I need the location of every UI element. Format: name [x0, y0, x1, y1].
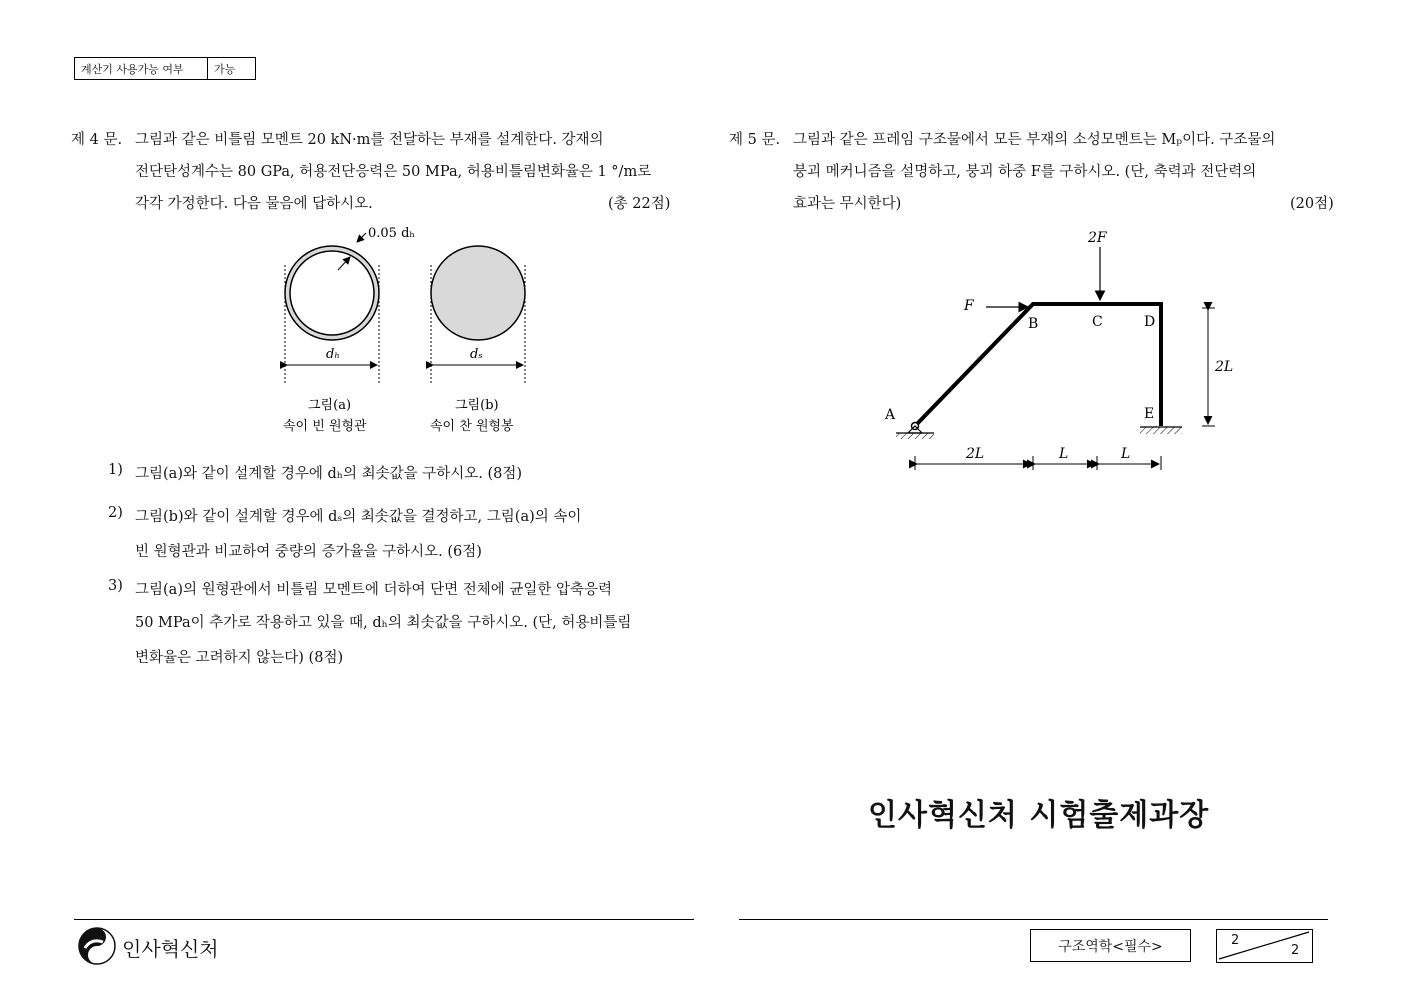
thickness-label: 0.05 dₕ — [368, 226, 416, 241]
footer-logo-text: 인사혁신처 — [122, 937, 219, 961]
q5-text-line3: 효과는 무시한다) — [793, 196, 902, 212]
span-bc-label: L — [1059, 446, 1069, 462]
q5-text-line2: 붕괴 메커니즘을 설명하고, 붕괴 하중 F를 구하시오. (단, 축력과 전단력의 — [793, 164, 1257, 180]
government-emblem-icon — [77, 926, 117, 966]
q4-item2-line1: 그림(b)와 같이 설계할 경우에 dₛ의 최솟값을 결정하고, 그림(a)의 속이 — [135, 509, 582, 525]
load-2f-label: 2F — [1088, 230, 1107, 246]
fixed-support-e — [1140, 427, 1182, 434]
q5-frame-figure — [870, 222, 1250, 477]
page-current: 2 — [1231, 933, 1240, 948]
footer-divider-left — [74, 919, 694, 920]
q4-item1-line1: 그림(a)와 같이 설계할 경우에 dₕ의 최솟값을 구하시오. (8점) — [135, 466, 523, 482]
q4-points: (총 22점) — [608, 196, 671, 212]
footer-divider-right — [739, 919, 1328, 920]
q4-item2-line2: 빈 원형관과 비교하여 중량의 증가율을 구하시오. (6점) — [135, 544, 482, 560]
caption-b-title: 그림(b) — [455, 398, 499, 413]
q5-points: (20점) — [1290, 196, 1334, 212]
q5-text-line1: 그림과 같은 프레임 구조물에서 모든 부재의 소성모멘트는 Mₚ이다. 구조물의 — [793, 132, 1276, 148]
height-dimension-label: 2L — [1215, 359, 1234, 375]
page-total: 2 — [1291, 943, 1300, 958]
span-ab-label: 2L — [966, 446, 985, 462]
q4-text-line1: 그림과 같은 비틀림 모멘트 20 kN·m를 전달하는 부재를 설계한다. 강재의 — [135, 132, 604, 148]
q4-item3-number: 3) — [108, 578, 123, 594]
q4-item3-line3: 변화율은 고려하지 않는다) (8점) — [135, 650, 344, 666]
subject-box — [1030, 929, 1191, 962]
node-e-label: E — [1144, 406, 1155, 422]
caption-b-desc: 속이 찬 원형봉 — [430, 419, 514, 434]
ds-label: dₛ — [470, 347, 483, 362]
caption-a-title: 그림(a) — [308, 398, 352, 413]
q4-cross-section-figure — [270, 215, 550, 440]
calculator-usage-value: 가능 — [214, 62, 236, 76]
node-b-label: B — [1028, 316, 1039, 332]
hollow-tube-section — [285, 246, 379, 340]
node-d-label: D — [1144, 314, 1156, 330]
solid-rod-section — [431, 246, 525, 340]
calculator-usage-box — [74, 57, 256, 80]
page-number-box — [1216, 929, 1313, 963]
subject-label: 구조역학<필수> — [1058, 938, 1163, 955]
node-c-label: C — [1092, 314, 1103, 330]
q5-number: 제 5 문. — [729, 132, 781, 148]
q4-item1-number: 1) — [108, 462, 123, 478]
q4-item2-number: 2) — [108, 505, 123, 521]
calculator-usage-label: 계산기 사용가능 여부 — [75, 58, 208, 79]
q4-text-line3: 각각 가정한다. 다음 물음에 답하시오. — [135, 196, 373, 212]
load-f-label: F — [964, 298, 974, 314]
exam-officer-stamp: 인사혁신처 시험출제과장 — [868, 798, 1210, 833]
q4-text-line2: 전단탄성계수는 80 GPa, 허용전단응력은 50 MPa, 허용비틀림변화율은 1 °/m로 — [135, 164, 652, 180]
dh-label: dₕ — [326, 347, 340, 362]
caption-a-desc: 속이 빈 원형관 — [283, 419, 367, 434]
span-cd-label: L — [1121, 446, 1131, 462]
pin-support-a — [896, 423, 934, 440]
q4-item3-line1: 그림(a)의 원형관에서 비틀림 모멘트에 더하여 단면 전체에 균일한 압축응력 — [135, 582, 613, 598]
q4-number: 제 4 문. — [71, 132, 123, 148]
q4-item3-line2: 50 MPa이 추가로 작용하고 있을 때, dₕ의 최솟값을 구하시오. (단, 허용비틀림 — [135, 615, 632, 631]
node-a-label: A — [885, 407, 896, 423]
